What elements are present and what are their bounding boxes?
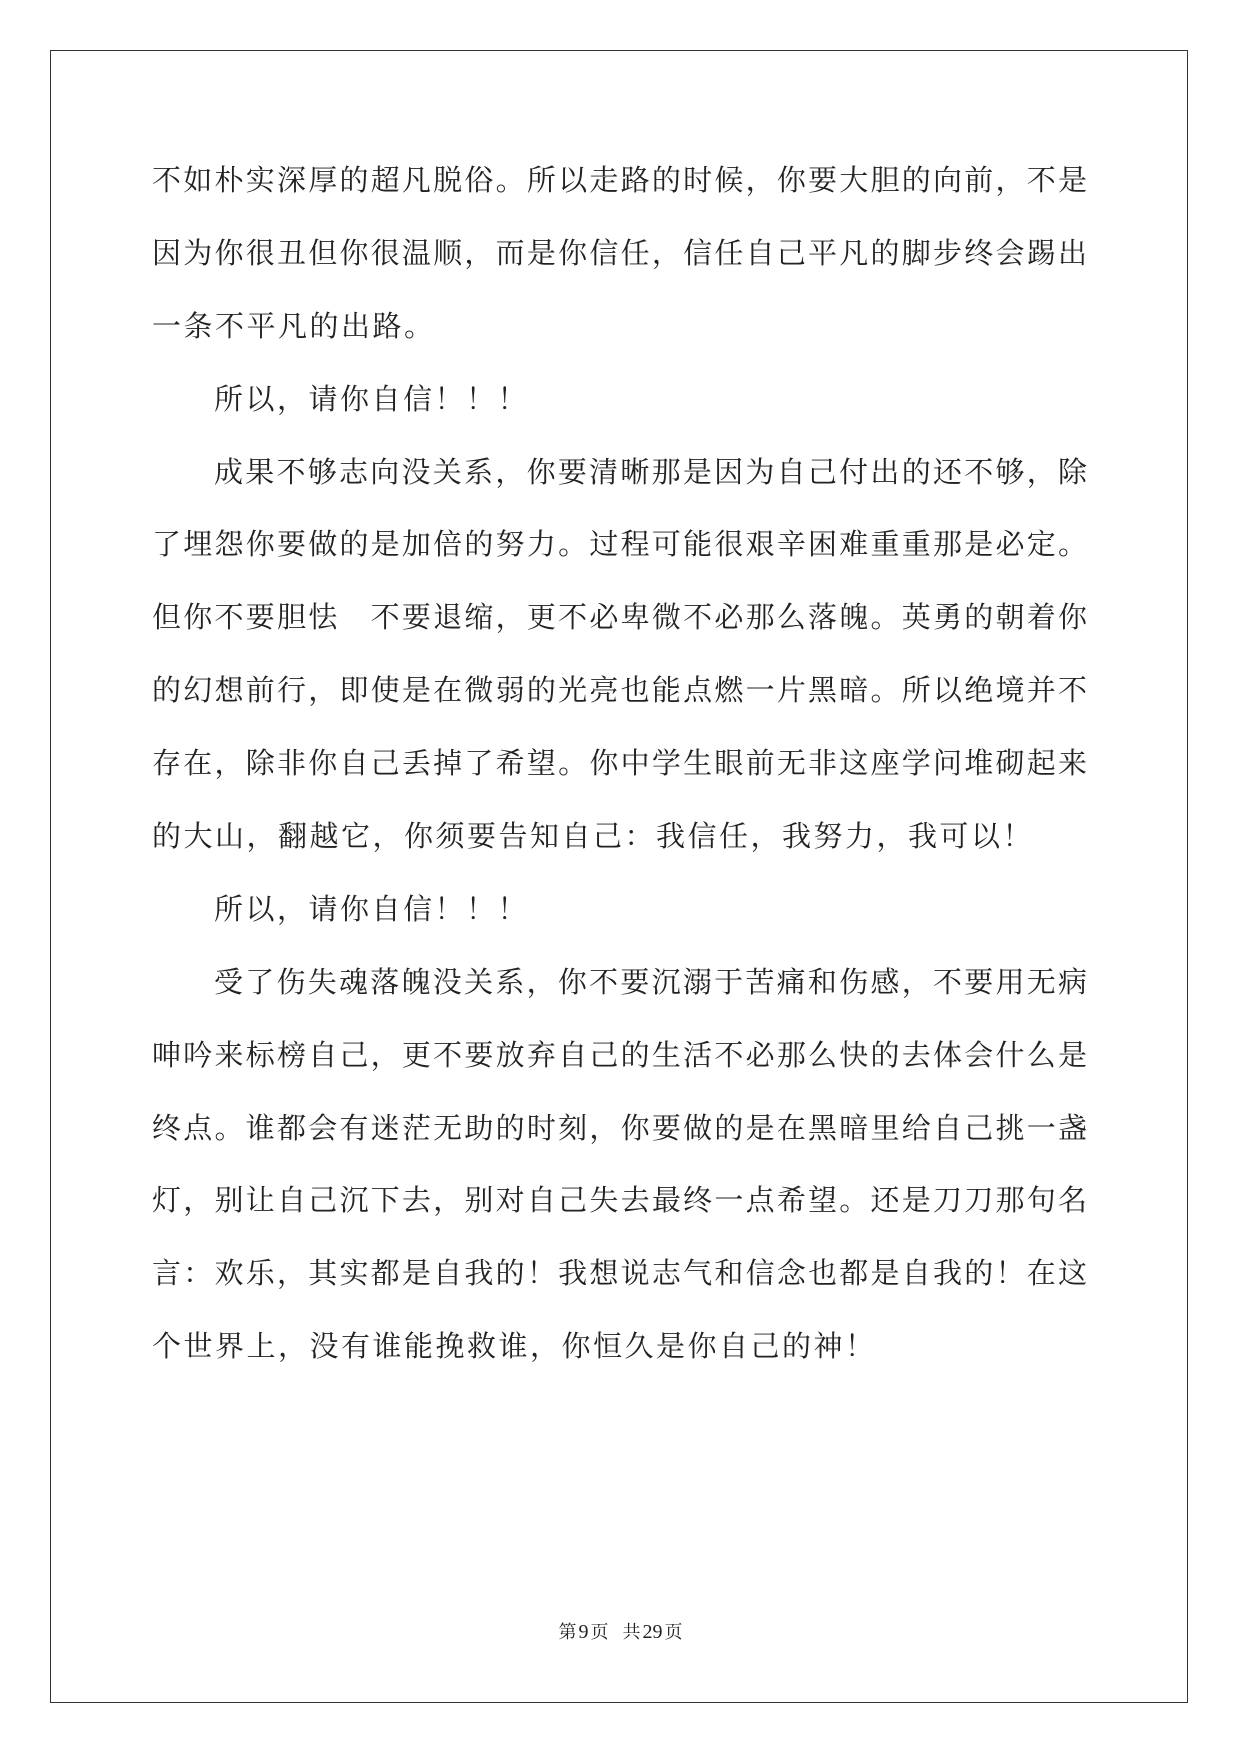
text-line: 终点。谁都会有迷茫无助的时刻，你要做的是在黑暗里给自己挑一盏	[152, 1110, 1087, 1145]
text-line: 存在，除非你自己丢掉了希望。你中学生眼前无非这座学问堆砌起来	[152, 746, 1087, 781]
text-line: 呻吟来标榜自己，更不要放弃自己的生活不必那么快的去体会什么是	[152, 1037, 1087, 1072]
text-line: 但你不要胆怯 不要退缩，更不必卑微不必那么落魄。英勇的朝着你	[152, 600, 1087, 635]
text-line: 了埋怨你要做的是加倍的努力。过程可能很艰辛困难重重那是必定。	[152, 527, 1087, 562]
page-suffix: 页	[590, 1622, 609, 1643]
total-prefix: 共	[622, 1622, 641, 1643]
text-line: 个世界上，没有谁能挽救谁，你恒久是你自己的神！	[152, 1329, 877, 1364]
document-body	[152, 162, 1087, 1401]
text-line: 因为你很丑但你很温顺，而是你信任，信任自己平凡的脚步终会踢出	[152, 235, 1087, 270]
text-line: 言：欢乐，其实都是自我的！我想说志气和信念也都是自我的！在这	[152, 1256, 1087, 1291]
total-pages: 29	[642, 1621, 663, 1643]
page-footer	[0, 1618, 1241, 1644]
text-line: 所以，请你自信！！！	[214, 381, 530, 416]
text-line: 的大山，翻越它，你须要告知自己：我信任，我努力，我可以！	[152, 819, 1035, 854]
total-suffix: 页	[664, 1622, 683, 1643]
text-line: 的幻想前行，即使是在微弱的光亮也能点燃一片黑暗。所以绝境并不	[152, 673, 1087, 708]
text-line: 一条不平凡的出路。	[152, 308, 436, 343]
text-line: 受了伤失魂落魄没关系，你不要沉溺于苦痛和伤感，不要用无病	[214, 964, 1087, 999]
text-line: 灯，别让自己沉下去，别对自己失去最终一点希望。还是刀刀那句名	[152, 1183, 1087, 1218]
text-line: 所以，请你自信！！！	[214, 891, 530, 926]
text-line: 不如朴实深厚的超凡脱俗。所以走路的时候，你要大胆的向前，不是	[152, 163, 1087, 197]
page-number: 9	[578, 1621, 589, 1643]
text-line: 成果不够志向没关系，你要清晰那是因为自己付出的还不够，除	[214, 454, 1087, 489]
page-prefix: 第	[558, 1622, 577, 1643]
